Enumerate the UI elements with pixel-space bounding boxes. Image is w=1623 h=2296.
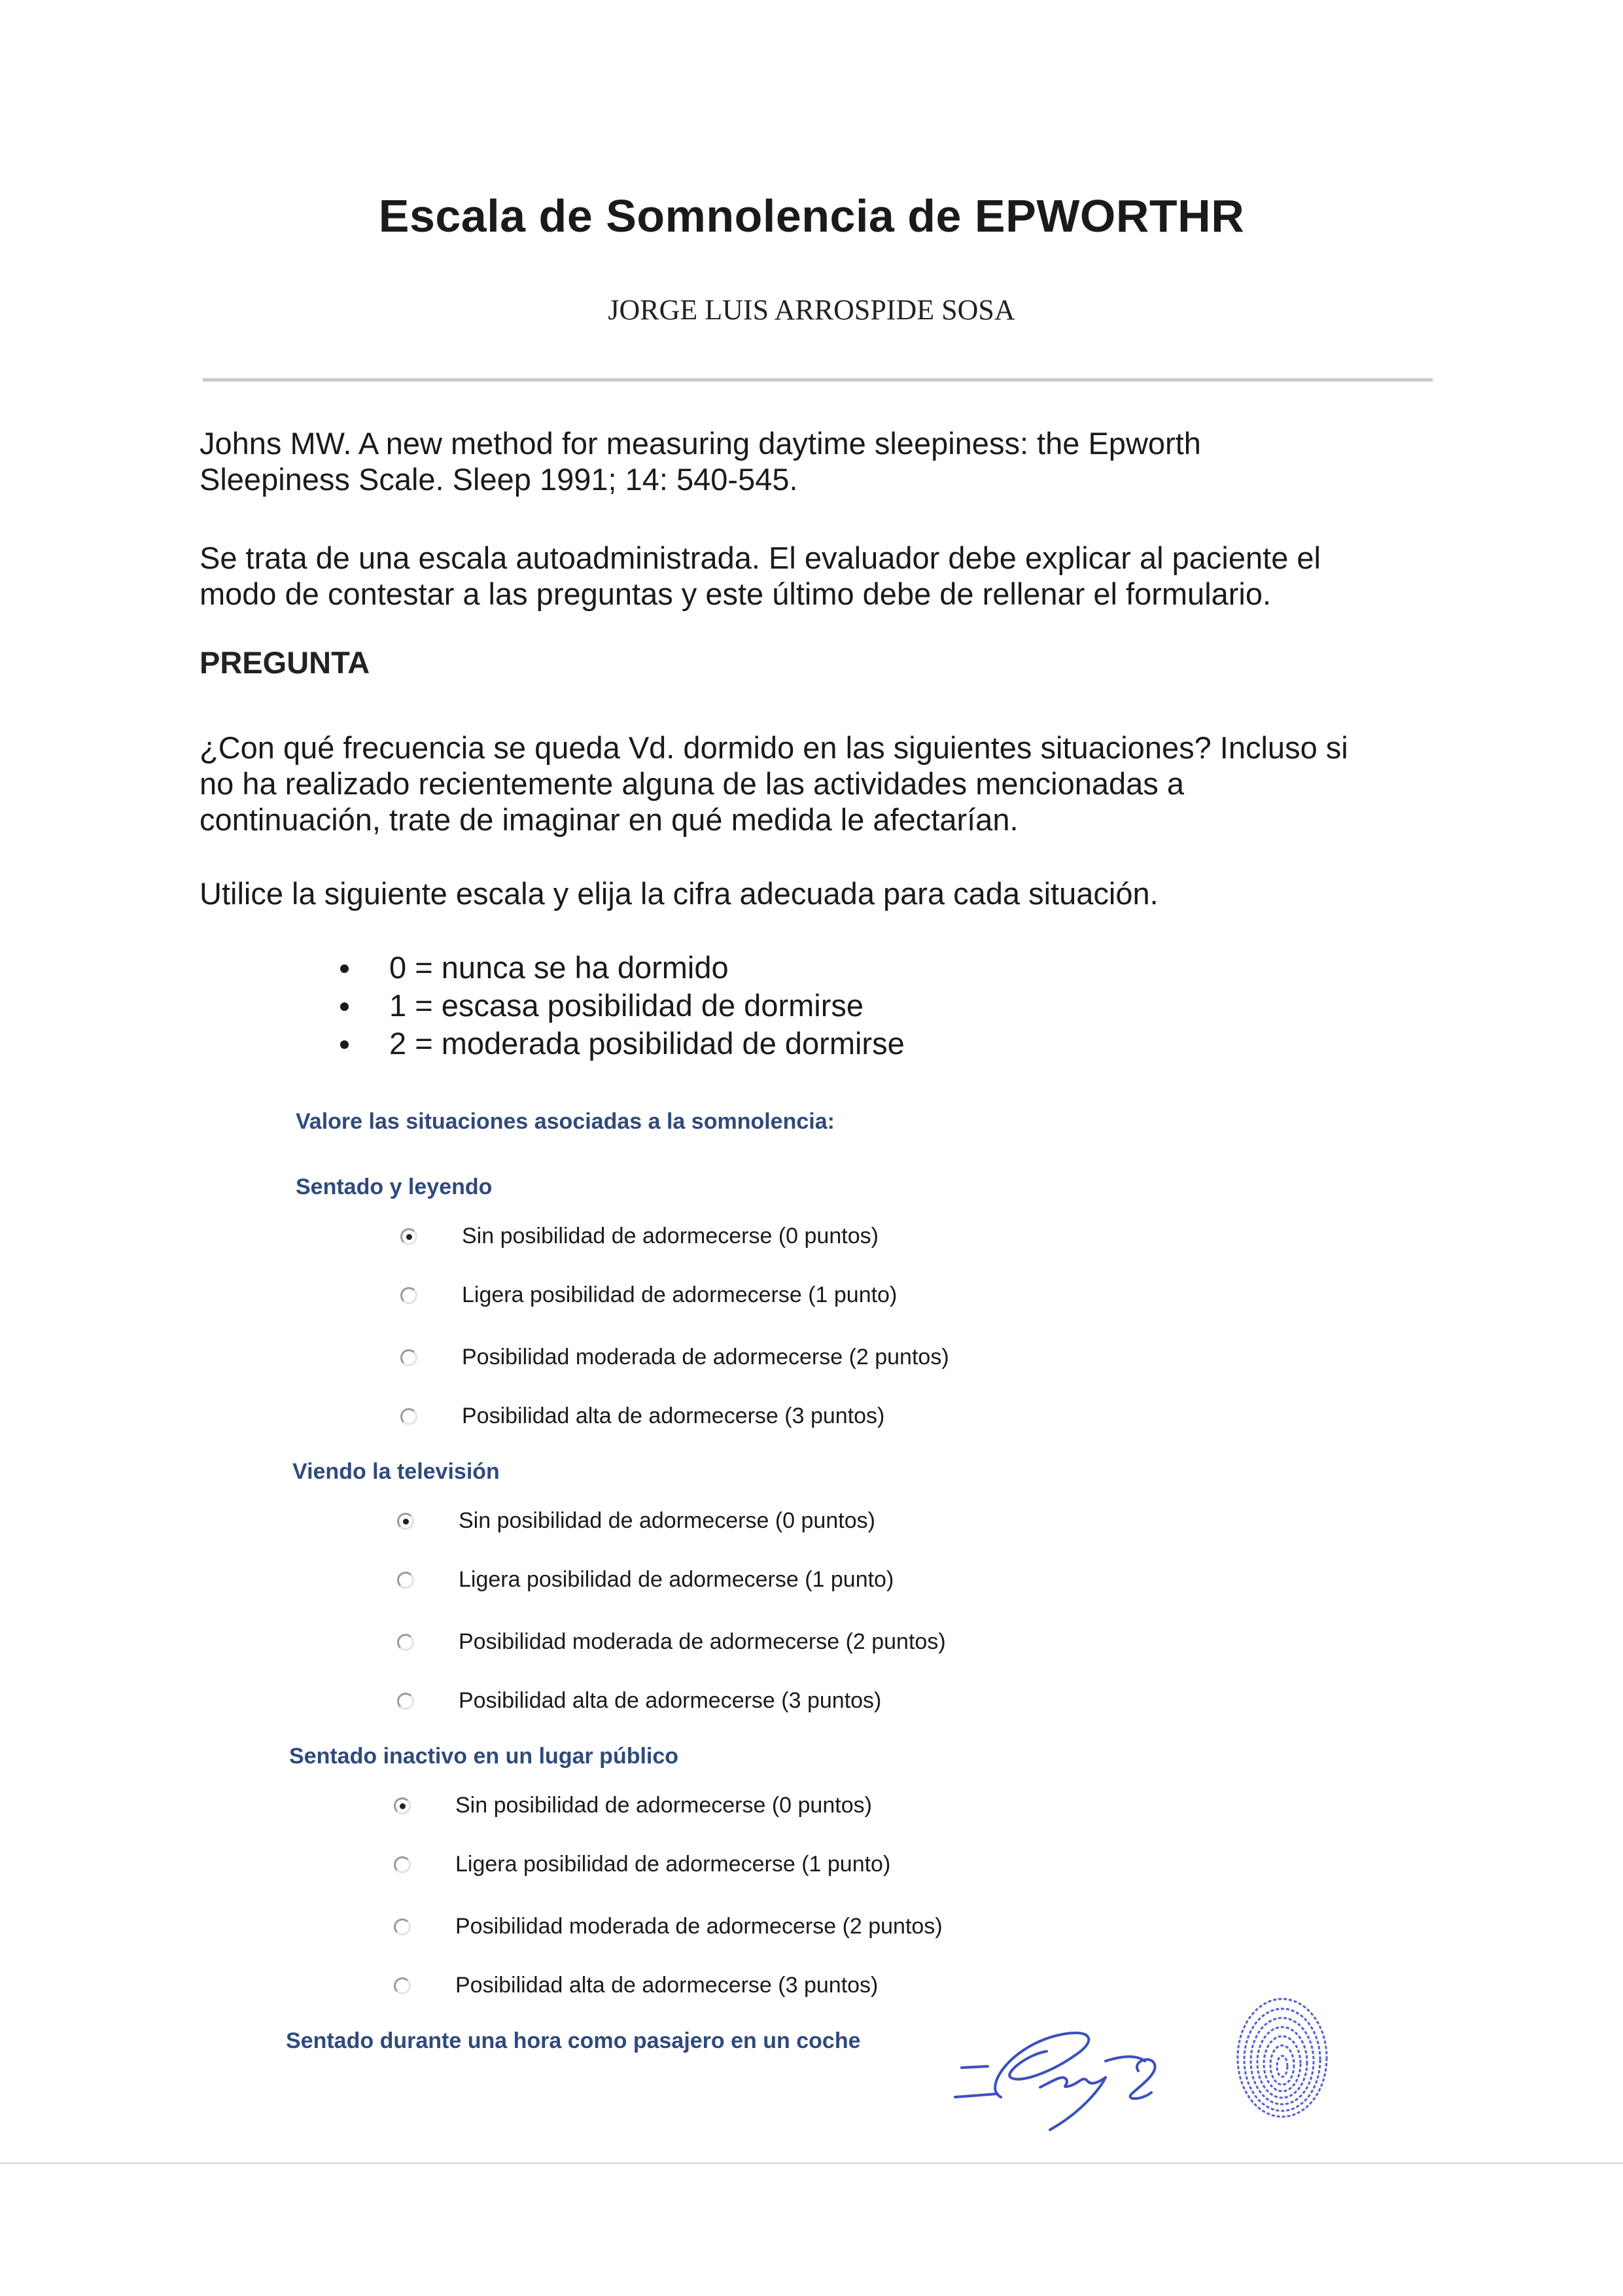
situation-heading: Sentado y leyendo (296, 1174, 493, 1199)
situation-heading: Viendo la televisión (292, 1459, 500, 1484)
radio-option[interactable] (394, 1793, 872, 1818)
intro-line: Se trata de una escala autoadministrada. El evaluador debe explicar al paciente el (200, 540, 1321, 575)
option-label: Ligera posibilidad de adormecerse (1 punto) (459, 1567, 894, 1592)
option-label: Sin posibilidad de adormecerse (0 puntos) (459, 1508, 875, 1533)
question-line: ¿Con qué frecuencia se queda Vd. dormido en las siguientes situaciones? Incluso si (200, 730, 1348, 765)
option-label: Posibilidad alta de adormecerse (3 puntos) (462, 1404, 885, 1428)
radio-option[interactable] (397, 1629, 946, 1655)
radio-option[interactable] (397, 1688, 881, 1714)
option-label: Ligera posibilidad de adormecerse (1 punto) (455, 1852, 891, 1877)
title-divider (203, 378, 1433, 381)
scale-item: 0 = nunca se ha dormido (340, 949, 905, 987)
reference-line: Johns MW. A new method for measuring daytime sleepiness: the Epworth (200, 426, 1201, 461)
radio-empty-icon[interactable] (400, 1408, 417, 1425)
option-label: Sin posibilidad de adormecerse (0 puntos) (455, 1793, 872, 1818)
question-line: no ha realizado recientemente alguna de las actividades mencionadas a (200, 766, 1184, 801)
question-line: continuación, trate de imaginar en qué medida le afectarían. (200, 802, 1019, 837)
page-bottom-divider (0, 2163, 1623, 2164)
option-label: Sin posibilidad de adormecerse (0 puntos) (462, 1224, 879, 1248)
radio-option[interactable] (400, 1404, 884, 1429)
question-paragraph (200, 730, 1442, 838)
radio-empty-icon[interactable] (397, 1572, 414, 1589)
scale-item: 2 = moderada posibilidad de dormirse (340, 1025, 905, 1063)
scale-item: 1 = escasa posibilidad de dormirse (340, 987, 905, 1025)
radio-option[interactable] (394, 1852, 890, 1877)
intro-line: modo de contestar a las preguntas y este último debe de rellenar el formulario. (200, 576, 1272, 611)
option-label: Posibilidad alta de adormecerse (3 puntos) (459, 1688, 882, 1713)
radio-empty-icon[interactable] (394, 1856, 411, 1873)
radio-option[interactable] (397, 1508, 875, 1534)
radio-selected-icon[interactable] (394, 1797, 411, 1814)
radio-selected-icon[interactable] (400, 1228, 417, 1245)
radio-empty-icon[interactable] (394, 1977, 411, 1994)
situation-heading: Sentado durante una hora como pasajero en un coche (286, 2028, 861, 2053)
radio-option[interactable] (400, 1345, 949, 1370)
radio-selected-icon[interactable] (397, 1513, 414, 1530)
option-label: Posibilidad moderada de adormecerse (2 puntos) (459, 1629, 946, 1654)
signature-icon (942, 2015, 1230, 2140)
radio-empty-icon[interactable] (400, 1287, 417, 1304)
radio-empty-icon[interactable] (400, 1349, 417, 1366)
radio-option[interactable] (400, 1224, 879, 1249)
radio-option[interactable] (394, 1973, 878, 1998)
author-name: JORGE LUIS ARROSPIDE SOSA (608, 294, 1015, 326)
radio-option[interactable] (394, 1914, 943, 1939)
radio-empty-icon[interactable] (397, 1693, 414, 1710)
scale-list (340, 949, 905, 1063)
reference-paragraph (200, 425, 1442, 497)
option-label: Posibilidad alta de adormecerse (3 puntos) (455, 1973, 879, 1998)
radio-empty-icon[interactable] (394, 1918, 411, 1935)
form-prompt: Valore las situaciones asociadas a la somnolencia: (296, 1109, 835, 1134)
radio-empty-icon[interactable] (397, 1634, 414, 1651)
document-title: Escala de Somnolencia de EPWORTHR (378, 190, 1245, 241)
intro-paragraph (200, 540, 1442, 612)
reference-line: Sleepiness Scale. Sleep 1991; 14: 540-545. (200, 462, 798, 497)
question-heading: PREGUNTA (200, 645, 370, 680)
instruction-text: Utilice la siguiente escala y elija la cifra adecuada para cada situación. (200, 876, 1159, 911)
option-label: Ligera posibilidad de adormecerse (1 punto) (462, 1282, 898, 1307)
radio-option[interactable] (400, 1282, 897, 1308)
option-label: Posibilidad moderada de adormecerse (2 puntos) (455, 1914, 943, 1939)
fingerprint-icon (1233, 1989, 1331, 2120)
option-label: Posibilidad moderada de adormecerse (2 puntos) (462, 1345, 949, 1369)
radio-option[interactable] (397, 1567, 894, 1593)
situation-heading: Sentado inactivo en un lugar público (289, 1744, 679, 1769)
